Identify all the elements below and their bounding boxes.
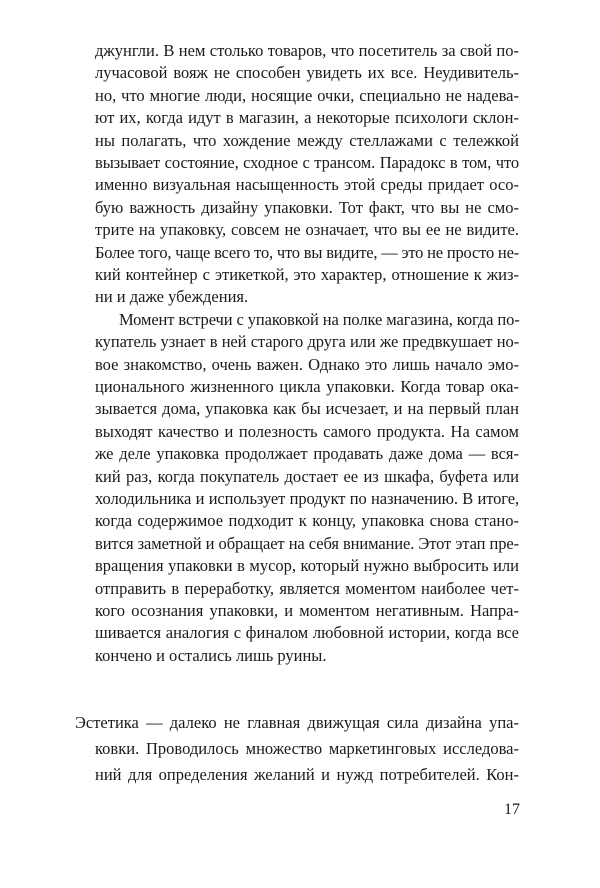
- text-line: бую важность дизайну упаковки. Тот факт, что вы не смо-: [95, 197, 519, 217]
- text-line: купатель узнает в ней старого друга или же предвкушает но-: [95, 332, 519, 352]
- text-line: но, что многие люди, носящие очки, специально не надева-: [95, 85, 519, 105]
- text-line: ни и даже убеждения.: [95, 287, 249, 307]
- text-line: Момент встречи с упаковкой на полке магазина, когда по-: [119, 309, 520, 329]
- text-line: Более того, чаще всего то, что вы видите, — это не просто не-: [95, 242, 519, 262]
- text-line: зывается дома, упаковка как бы исчезает, и на первый план: [95, 399, 519, 419]
- text-line: вращения упаковки в мусор, который нужно выбросить или: [95, 556, 519, 576]
- text-line: Эстетика — далеко не главная движущая сила дизайна упа-: [75, 713, 519, 732]
- text-line: ний для определения желаний и нужд потребителей. Кон-: [95, 765, 519, 784]
- text-line: трите на упаковку, совсем не означает, что вы ее не видите.: [95, 220, 519, 240]
- text-line: когда содержимое подходит к концу, упаковка снова стано-: [95, 511, 519, 531]
- text-line: ционального жизненного цикла упаковки. Когда товар ока-: [95, 377, 519, 396]
- text-line: именно визуальная насыщенность этой среды придает осо-: [95, 175, 519, 195]
- text-line: лучасовой вояж не способен увидеть их все. Неудивитель-: [95, 63, 519, 83]
- text-line: холодильника и использует продукт по назначению. В итоге,: [95, 489, 519, 508]
- text-line: вое знакомство, очень важен. Однако это лишь начало эмо-: [95, 354, 519, 374]
- text-line: выходят качество и полезность самого продукта. На самом: [95, 421, 519, 441]
- text-line: вызывает состояние, сходное с трансом. Парадокс в том, что: [95, 153, 519, 172]
- text-line: кий контейнер с этикеткой, это характер, отношение к жиз-: [95, 265, 519, 284]
- text-line: кого осознания упаковки, и моментом негативным. Напра-: [95, 601, 519, 620]
- text-line: вится заметной и обращает на себя внимание. Этот этап пре-: [95, 533, 519, 553]
- text-line: отправить в переработку, является моментом наиболее чет-: [95, 578, 519, 598]
- text-line: джунгли. В нем столько товаров, что посетитель за свой по-: [95, 41, 519, 60]
- text-line: шивается аналогия с финалом любовной истории, когда все: [95, 623, 519, 643]
- text-line: ковки. Проводилось множество маркетинговых исследова-: [95, 739, 519, 758]
- text-line: же деле упаковка продолжает продавать даже дома — вся-: [95, 444, 519, 464]
- text-line: кий раз, когда покупатель достает ее из шкафа, буфета или: [95, 466, 519, 486]
- page-number: 17: [504, 801, 520, 818]
- text-line: ют их, когда идут в магазин, а некоторые психологи склон-: [95, 108, 519, 128]
- text-line: кончено и остались лишь руины.: [95, 645, 327, 665]
- text-line: ны полагать, что хождение между стеллажами с тележкой: [95, 130, 519, 150]
